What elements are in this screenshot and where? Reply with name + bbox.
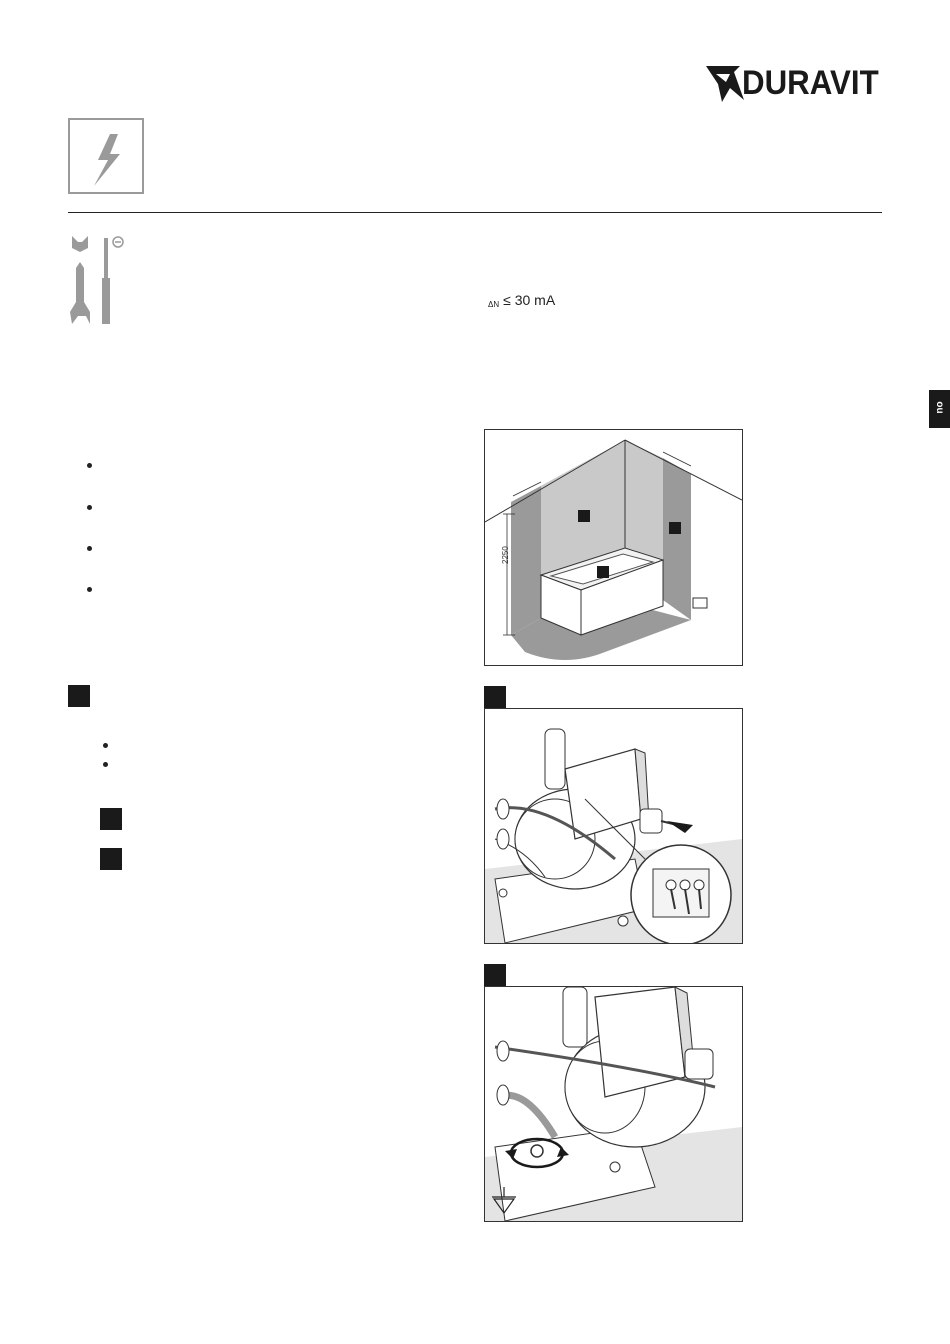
list-bullet: [87, 505, 92, 510]
figure-marker: [484, 964, 506, 986]
step-marker: [68, 685, 90, 707]
electrical-warning-box: [68, 118, 144, 194]
wrench-screwdriver-icon: [64, 232, 126, 328]
delta-n-subscript: ΔN: [488, 300, 500, 309]
list-bullet: [103, 762, 108, 767]
pump-junction-box-figure: [484, 708, 743, 944]
figure-ref-marker: [100, 808, 122, 830]
list-bullet: [103, 743, 108, 748]
earth-ground-icon: [489, 1185, 519, 1215]
pump-grounding-figure: [484, 986, 743, 1222]
rcd-current-value: ≤ 30 mA: [503, 292, 556, 308]
rcd-rating: [488, 292, 555, 309]
list-bullet: [87, 587, 92, 592]
height-dimension-label: 2250: [501, 546, 510, 564]
list-bullet: [87, 546, 92, 551]
bathroom-zones-illustration: [485, 430, 742, 665]
language-tab-label: no: [934, 401, 946, 414]
figure-marker: [484, 686, 506, 708]
lightning-warning-icon: [70, 120, 142, 192]
bathroom-zones-figure: [484, 429, 743, 666]
pump-wiring-illustration: [485, 709, 742, 943]
header-divider: [68, 212, 882, 213]
brand-wordmark: DURAVIT: [742, 64, 879, 102]
language-tab[interactable]: [929, 390, 950, 428]
figure-ref-marker: [100, 848, 122, 870]
list-bullet: [87, 463, 92, 468]
grounding-illustration: [485, 987, 742, 1221]
